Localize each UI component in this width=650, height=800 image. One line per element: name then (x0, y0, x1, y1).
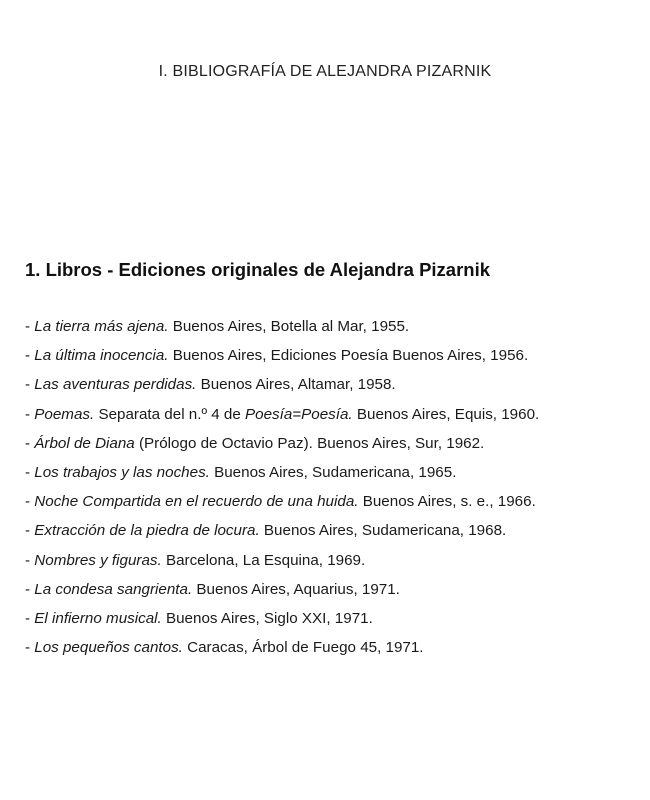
bibliography-entry (25, 546, 645, 575)
entry-details: (Prólogo de Octavio Paz). Buenos Aires, Sur, 1962. (134, 434, 485, 452)
bibliography-entry (25, 341, 645, 370)
entry-prefix: - (25, 522, 35, 540)
bibliography-entry (25, 429, 645, 458)
bibliography-entry (25, 458, 645, 487)
entry-prefix: - (25, 580, 35, 598)
entry-details: Buenos Aires, Ediciones Poesía Buenos Aires, 1956. (168, 347, 529, 365)
entry-title: El infierno musical. (34, 609, 162, 627)
entry-details: Buenos Aires, Aquarius, 1971. (192, 580, 400, 598)
entry-prefix: - (25, 551, 35, 569)
entry-title: La última inocencia. (34, 347, 169, 365)
entry-title: Los trabajos y las noches. (34, 463, 210, 481)
entry-details: Buenos Aires, Sudamericana, 1968. (259, 522, 507, 540)
bibliography-entry (25, 575, 645, 604)
entry-details: Buenos Aires, Siglo XXI, 1971. (161, 609, 373, 627)
entry-title: La condesa sangrienta. (34, 580, 193, 598)
entry-prefix: - (25, 609, 35, 627)
entry-prefix: - (25, 405, 35, 423)
entry-prefix: - (25, 434, 35, 452)
entry-details: Buenos Aires, Botella al Mar, 1955. (168, 318, 410, 335)
entry-prefix: - (25, 463, 35, 481)
entry-middle: Separata del n.º 4 de (94, 405, 245, 423)
entry-details: Caracas, Árbol de Fuego 45, 1971. (182, 639, 424, 657)
entry-title-2: Poesía=Poesía. (245, 405, 353, 423)
bibliography-entry (25, 487, 645, 516)
entry-title: Los pequeños cantos. (34, 639, 183, 657)
entry-details: Buenos Aires, Equis, 1960. (352, 405, 540, 423)
entry-details: Buenos Aires, s. e., 1966. (358, 493, 536, 511)
bibliography-entry (25, 400, 645, 429)
entry-details: Buenos Aires, Sudamericana, 1965. (209, 463, 457, 481)
entry-title: Árbol de Diana (34, 434, 135, 452)
bibliography-entry (25, 370, 645, 399)
entry-prefix: - (25, 347, 35, 365)
entry-title: Las aventuras perdidas. (34, 376, 197, 394)
entry-prefix: - (25, 639, 35, 657)
entry-prefix: - (25, 318, 35, 335)
entry-title: Noche Compartida en el recuerdo de una huida. (34, 493, 359, 511)
bibliography-entry (25, 633, 645, 662)
entry-title: Poemas. (34, 405, 95, 423)
bibliography-list (25, 312, 645, 662)
entry-details: Barcelona, La Esquina, 1969. (161, 551, 366, 569)
bibliography-entry (25, 312, 645, 341)
entry-prefix: - (25, 376, 35, 394)
bibliography-entry (25, 604, 645, 633)
entry-title: Extracción de la piedra de locura. (34, 522, 260, 540)
entry-title: Nombres y figuras. (34, 551, 162, 569)
entry-title: La tierra más ajena. (34, 318, 169, 335)
section-heading: 1. Libros - Ediciones originales de Alejandra Pizarnik (25, 259, 491, 280)
chapter-title: I. BIBLIOGRAFÍA DE ALEJANDRA PIZARNIK (158, 63, 492, 80)
bibliography-entry (25, 516, 645, 545)
entry-details: Buenos Aires, Altamar, 1958. (196, 376, 396, 394)
entry-prefix: - (25, 493, 35, 511)
